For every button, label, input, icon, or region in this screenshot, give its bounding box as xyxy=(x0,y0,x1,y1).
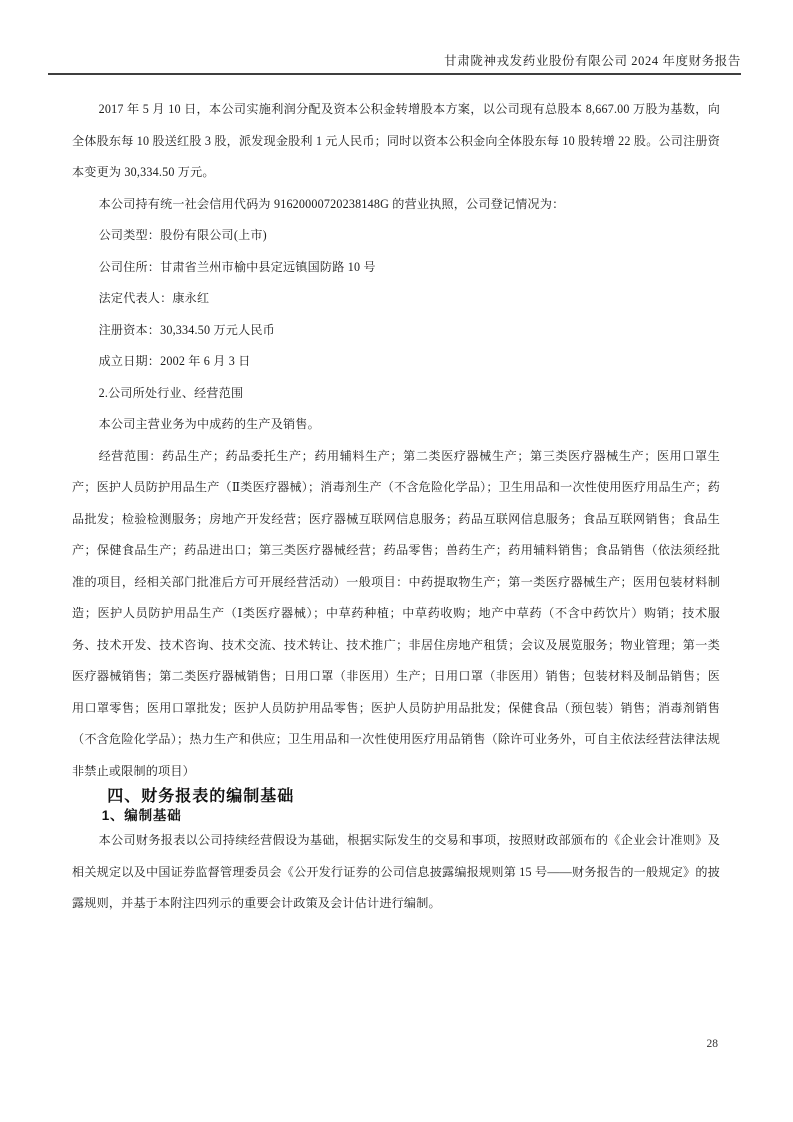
paragraph-business-license: 本公司持有统一社会信用代码为 91620000720238148G 的营业执照，公司登记情况为： xyxy=(98,196,565,211)
report-header-title: 甘肃陇神戎发药业股份有限公司 2024 年度财务报告 xyxy=(444,54,741,68)
registration-item-legal-representative: 法定代表人：康永红 xyxy=(98,291,210,305)
document-body xyxy=(72,94,720,920)
registration-item-registered-capital: 注册资本：30,334.50 万元人民币 xyxy=(98,322,275,337)
paragraph-main-business: 本公司主营业务为中成药的生产及销售。 xyxy=(98,417,320,431)
page-header xyxy=(48,0,741,75)
paragraph-business-scope: 经营范围：药品生产；药品委托生产；药用辅料生产；第二类医疗器械生产；第三类医疗器械生产；医用口罩生产；医护人员防护用品生产（Ⅱ类医疗器械）；消毒剂生产（不含危险化学品）；卫生用品和一次性使用医疗用品生产；药品批发；检验检测服务；房地产开发经营；医疗器械互联网信息服务；药品互联网信息服务；食品互联网销售；食品生产；保健食品生产；药品进出口；第三类医疗器械经营；药品零售；兽药生产；药用辅料销售；食品销售（依法须经批准的项目，经相关部门批准后方可开展经营活动）一般项目：中药提取物生产；第一类医疗器械生产；医用包装材料制造；医护人员防护用品生产（Ⅰ类医疗器械）；中草药种植；中草药收购；地产中草药（不含中药饮片）购销；技术服务、技术开发、技术咨询、技术交流、技术转让、技术推广；非居住房地产租赁；会议及展览服务；物业管理；第一类医疗器械销售；第二类医疗器械销售；日用口罩（非医用）生产；日用口罩（非医用）销售；包装材料及制品销售；医用口罩零售；医用口罩批发；医护人员防护用品零售；医护人员防护用品批发；保健食品（预包装）销售；消毒剂销售（不含危险化学品）；热力生产和供应；卫生用品和一次性使用医疗用品销售（除许可业务外，可自主依法经营法律法规非禁止或限制的项目） xyxy=(72,448,720,778)
header-divider xyxy=(48,73,741,75)
paragraph-capital-change: 2017 年 5 月 10 日，本公司实施利润分配及资本公积金转增股本方案，以公司现有总股本 8,667.00 万股为基数，向全体股东每 10 股送红股 3 股，派发现金股利 1 元人民币；同时以资本公积金向全体股东每 10 股转增 22 股。公司注册资本变更为 30,334.50 万元。 xyxy=(72,102,720,179)
subsection-1-heading: 1、编制基础 xyxy=(101,808,182,823)
registration-item-establishment-date: 成立日期：2002 年 6 月 3 日 xyxy=(98,354,251,368)
registration-item-company-type: 公司类型：股份有限公司(上市) xyxy=(98,228,267,242)
section-4-heading: 四、财务报表的编制基础 xyxy=(107,788,295,805)
page-number: 28 xyxy=(706,1038,718,1050)
paragraph-preparation-basis: 本公司财务报表以公司持续经营假设为基础，根据实际发生的交易和事项，按照财政部颁布的《企业会计准则》及相关规定以及中国证券监督管理委员会《公开发行证券的公司信息披露编报规则第 15 号——财务报告的一般规定》的披露规则，并基于本附注四列示的重要会计政策及会计估计进行编制。 xyxy=(72,833,720,910)
section-2-title: 2.公司所处行业、经营范围 xyxy=(98,385,244,400)
registration-item-address: 公司住所：甘肃省兰州市榆中县定远镇国防路 10 号 xyxy=(98,259,376,274)
